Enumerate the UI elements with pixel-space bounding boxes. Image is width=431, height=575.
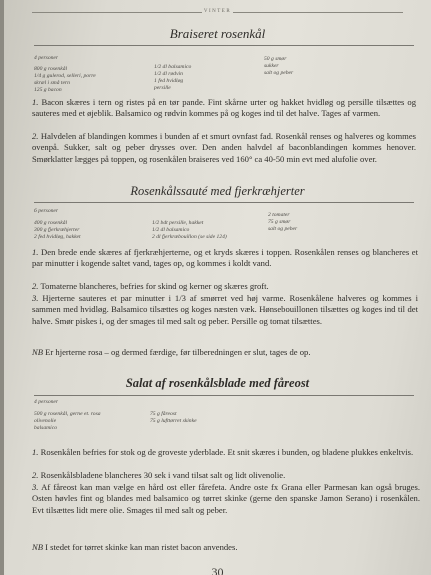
ingredient: 1/2 dl rødvin xyxy=(154,71,183,77)
step-text: Halvdelen af blandingen kommes i bunden af et smurt ovnfast fad. Rosenkål renses og halveres og kommes ovenpå. Sukker, salt og peber drysses over. Den anden halvdel af baconblandingen kommes henover. Smørklatter lægges på toppen, og rosenkålen braiseres ved 160° ca 40-50 min evt med alufolie over. xyxy=(32,131,416,164)
recipe-step xyxy=(32,281,418,292)
note-text: I stedet for tørret skinke kan man ristet bacon anvendes. xyxy=(45,542,238,552)
note-text: Er hjerterne rosa – og dermed færdige, før tilberedningen er slut, tages de op. xyxy=(45,347,311,357)
ingredient: 1/4 g gulerod, selleri, porre xyxy=(34,73,96,79)
ingredient: 75 g lufttørret skinke xyxy=(150,418,197,424)
divider xyxy=(34,202,414,203)
ingredient: 2 fed hvidløg, hakket xyxy=(34,234,81,240)
ingredient: 1/2 dl balsamico xyxy=(152,227,190,233)
step-number: 1. xyxy=(32,97,39,107)
step-number: 2. xyxy=(32,470,39,480)
recipe-note xyxy=(32,542,420,553)
recipe-title: Salat af rosenkålsblade med fåreost xyxy=(125,376,310,390)
note-label: NB xyxy=(32,542,43,552)
step-number: 2. xyxy=(32,281,39,291)
ingredient: 1 fed hvidløg xyxy=(154,78,184,84)
servings: 6 personer xyxy=(34,208,59,214)
step-number: 1. xyxy=(32,247,39,257)
ingredient: salt og peber xyxy=(264,70,294,76)
recipe-step xyxy=(32,447,420,458)
divider xyxy=(34,45,414,46)
ingredients-col-2 xyxy=(152,220,227,241)
ingredients-col-3 xyxy=(268,212,297,233)
recipe-step xyxy=(32,470,420,481)
step-text: Rosenkålsbladene blancheres 30 sek i vand tilsat salt og lidt olivenolie. xyxy=(40,470,286,480)
recipe-title: Rosenkålssauté med fjerkræhjerter xyxy=(130,184,305,198)
ingredient: 75 g fåreost xyxy=(150,411,177,417)
ingredients-col-1 xyxy=(34,411,101,432)
running-head: VINTER xyxy=(4,9,431,14)
recipe-step xyxy=(32,131,416,165)
ingredient: 125 g bacon xyxy=(34,87,62,93)
note-label: NB xyxy=(32,347,43,357)
ingredient: sukker xyxy=(264,63,279,69)
step-text: Af fåreost kan man vælge en hård ost eller fårefeta. Andre oste fx Grana eller Parmesan kan også bruges. Osten høvles fint og blandes med balsamico og tørret skinke (gerne den spanske Jamon Serano) i rosenkålen. Evt tilsættes lidt mere olie. Smages til med salt og peber. xyxy=(32,482,420,515)
ingredient: skræl i små tern xyxy=(34,80,70,86)
ingredient: persille xyxy=(154,85,171,91)
ingredients-col-2 xyxy=(150,411,197,425)
ingredient: salt og peber xyxy=(268,226,298,232)
recipe-note xyxy=(32,347,418,358)
step-number: 3. xyxy=(32,293,39,303)
ingredient: 2 dl fjerkræbouillon (se side 124) xyxy=(152,234,227,240)
servings: 4 personer xyxy=(34,55,59,61)
step-text: Hjerterne sauteres et par minutter i 1/3 af smørret ved høj varme. Rosenkålene halveres og kommes i sammen med hvidløg. Balsamico tilsættes og koges næsten væk. Hønsebouillonen tilsættes og koges ind til det halve. Smør piskes i, og der smages til med salt og peber. Persille og tomat tilsættes. xyxy=(32,293,418,326)
step-text: Tomaterne blancheres, befries for skind og kerner og skæres groft. xyxy=(40,281,269,291)
recipe-step xyxy=(32,247,418,270)
step-number: 3. xyxy=(32,482,39,492)
ingredient: 2 tomater xyxy=(268,212,290,218)
ingredient: 75 g smør xyxy=(268,219,291,225)
ingredient: 400 g rosenkål xyxy=(34,220,68,226)
ingredients-col-3 xyxy=(264,56,293,77)
recipe-step xyxy=(32,482,420,516)
page-number: 30 xyxy=(211,565,224,575)
ingredient: 800 g rosenkål xyxy=(34,66,68,72)
ingredient: balsamico xyxy=(34,425,57,431)
ingredient: 500 g rosenkål, gerne et. rosa xyxy=(34,411,101,417)
servings: 4 personer xyxy=(34,399,59,405)
step-text: Bacon skæres i tern og ristes på en tør pande. Fint skårne urter og hakket hvidløg og persille tilsættes og sauteres med et øjeblik. Balsamico og rødvin kommes på og koges ind til det halve. Tages af varmen. xyxy=(32,97,416,119)
step-text: Rosenkålen befries for stok og de groveste yderblade. Et snit skæres i bunden, og bladene plukkes enkeltvis. xyxy=(40,447,414,457)
ingredients-col-1 xyxy=(34,220,81,241)
ingredient: olivenolie xyxy=(34,418,57,424)
divider xyxy=(34,395,414,396)
ingredients-col-2 xyxy=(154,64,191,92)
step-number: 2. xyxy=(32,131,39,141)
ingredient: 300 g fjerkræhjerter xyxy=(34,227,80,233)
step-text: Den brede ende skæres af fjerkræhjerterne, og et kryds skæres i toppen. Rosenkålen renses og blancheres et par minutter i kogende saltet vand, tages op, og kommes i koldt vand. xyxy=(32,247,418,269)
ingredients-col-1 xyxy=(34,66,96,94)
ingredient: 1/2 dl balsamico xyxy=(154,64,192,70)
cookbook-page xyxy=(4,0,431,575)
recipe-title: Braiseret rosenkål xyxy=(169,26,266,41)
step-number: 1. xyxy=(32,447,39,457)
recipe-step xyxy=(32,97,416,120)
ingredient: 1/2 bdt persille, hakket xyxy=(152,220,204,226)
recipe-step xyxy=(32,293,418,327)
ingredient: 50 g smør xyxy=(264,56,287,62)
